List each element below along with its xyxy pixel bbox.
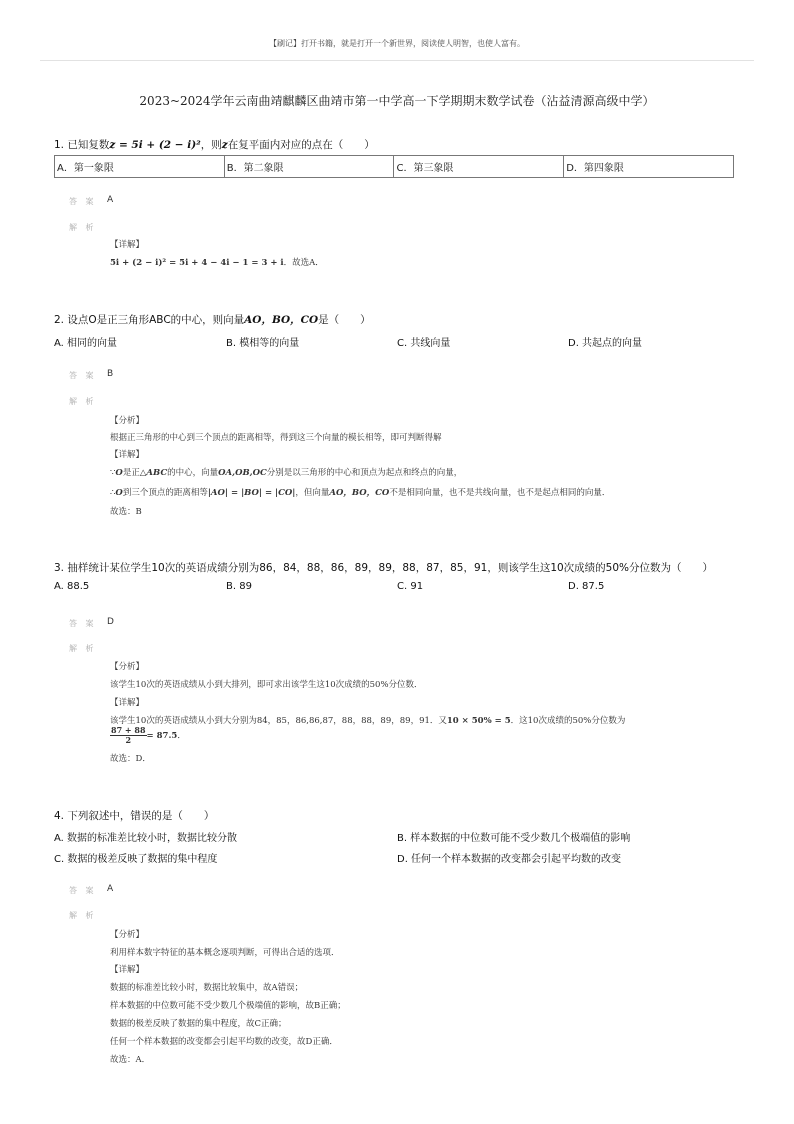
q4-detail-line-2: 样本数据的中位数可能不受少数几个极端值的影响，故B正确； <box>110 1001 346 1011</box>
q2-option-c[interactable]: C. 共线向量 <box>397 338 451 349</box>
q2-option-d[interactable]: D. 共起点的向量 <box>568 338 643 349</box>
q3-analysis-tag: 【分析】 <box>110 662 145 672</box>
q3-analysis-text: 该学生10次的英语成绩从小到大排列，即可求出该学生这10次成绩的50%分位数． <box>110 680 423 690</box>
q2-detail-line-1: ∵O是正△ABC的中心，向量OA,OB,OC分别是以三角形的中心和顶点为起点和终点的向量， <box>110 468 463 478</box>
q4-answer-label: 答 案 <box>69 886 97 895</box>
q2-option-a[interactable]: A. 相同的向量 <box>54 338 118 349</box>
question-3-stem: 3. 抽样统计某位学生10次的英语成绩分别为86，84，88，86，89，89，88，87，85，91，则该学生这10次成绩的50%分位数为（ ） <box>54 562 714 574</box>
q2-analysis-text: 根据正三角形的中心到三个顶点的距离相等，得到这三个向量的模长相等，即可判断得解 <box>110 433 442 443</box>
q3-analysis-label: 解 析 <box>69 644 97 653</box>
page-title: 2023~2024学年云南曲靖麒麟区曲靖市第一中学高一下学期期末数学试卷（沾益清源高级中学） <box>139 94 655 108</box>
q2-answer-value: B <box>107 369 114 379</box>
q4-option-a[interactable]: A. 数据的标准差比较小时，数据比较分散 <box>54 833 238 844</box>
q3-option-a[interactable]: A. 88.5 <box>54 581 90 592</box>
question-2-stem: 2. 设点O是正三角形ABC的中心，则向量AO，BO，CO是（ ） <box>54 314 371 326</box>
header-divider <box>40 60 754 61</box>
q2-analysis-label: 解 析 <box>69 397 97 406</box>
q4-option-b[interactable]: B. 样本数据的中位数可能不受少数几个极端值的影响 <box>397 833 631 844</box>
q3-fraction: $\frac{87 + 88}{2}$ <box>111 725 146 745</box>
q2-detail-line-2: ∴O到三个顶点的距离相等|AO| = |BO| = |CO|，但向量AO，BO，CO不是相同向量，也不是共线向量，也不是起点相同的向量． <box>110 488 611 498</box>
q2-analysis-tag: 【分析】 <box>110 416 145 426</box>
q4-detail-line-3: 数据的极差反映了数据的集中程度，故C正确； <box>110 1019 287 1029</box>
q1-option-a[interactable]: A．第一象限 <box>55 156 225 178</box>
q4-detail-tag: 【详解】 <box>110 965 145 975</box>
q3-conclusion: 故选：D． <box>110 754 151 764</box>
q4-answer-value: A <box>107 884 114 894</box>
q2-conclusion: 故选：B <box>110 507 142 517</box>
q3-option-c[interactable]: C. 91 <box>397 581 424 592</box>
q1-option-b[interactable]: B．第二象限 <box>224 156 394 178</box>
q4-analysis-tag: 【分析】 <box>110 930 145 940</box>
q4-detail-line-1: 数据的标准差比较小时，数据比较集中，故A错误； <box>110 983 304 993</box>
question-1-options-table <box>54 155 734 178</box>
q3-detail-tag: 【详解】 <box>110 698 145 708</box>
q1-complex-expression: z = 5i + (2 − i)² <box>109 139 201 151</box>
q2-option-b[interactable]: B. 模相等的向量 <box>226 338 300 349</box>
q4-option-c[interactable]: C. 数据的极差反映了数据的集中程度 <box>54 854 218 865</box>
q4-analysis-text: 利用样本数字特征的基本概念逐项判断，可得出合适的选项． <box>110 948 340 958</box>
q3-detail-fraction-line: $\frac{87 + 88}{2}$ = 87.5． <box>111 725 186 745</box>
q3-option-d[interactable]: D. 87.5 <box>568 581 605 592</box>
q3-option-b[interactable]: B. 89 <box>226 581 252 592</box>
header-note: 【刷记】打开书籍，就是打开一个新世界，阅读使人明智，也使人富有。 <box>269 39 525 48</box>
q3-detail-line-1: 该学生10次的英语成绩从小到大分别为84，85，86,86,87，88，88，89，89，91．又10 × 50% = 5．这10次成绩的50%分位数为 <box>110 716 626 726</box>
q2-answer-label: 答 案 <box>69 371 97 380</box>
q3-answer-value: D <box>107 617 114 627</box>
q4-option-d[interactable]: D. 任何一个样本数据的改变都会引起平均数的改变 <box>397 854 622 865</box>
question-1-stem: 1. 已知复数z = 5i + (2 − i)²，则z在复平面内对应的点在（ ） <box>54 139 375 151</box>
question-4-stem: 4. 下列叙述中，错误的是（ ） <box>54 810 215 822</box>
q1-answer-label: 答 案 <box>69 197 97 206</box>
q1-detail-tag: 【详解】 <box>110 240 145 250</box>
q1-option-d[interactable]: D．第四象限 <box>564 156 734 178</box>
q4-conclusion: 故选：A． <box>110 1055 151 1065</box>
q2-vectors: AO，BO，CO <box>244 314 319 326</box>
q4-analysis-label: 解 析 <box>69 911 97 920</box>
q1-answer-value: A <box>107 195 114 205</box>
q3-answer-label: 答 案 <box>69 619 97 628</box>
q1-option-c[interactable]: C．第三象限 <box>394 156 564 178</box>
q1-analysis-label: 解 析 <box>69 223 97 232</box>
q4-detail-line-4: 任何一个样本数据的改变都会引起平均数的改变，故D正确． <box>110 1037 338 1047</box>
q2-detail-tag: 【详解】 <box>110 450 145 460</box>
q1-detail-line: 5i + (2 − i)² = 5i + 4 − 4i − 1 = 3 + i．故选A． <box>110 258 324 268</box>
